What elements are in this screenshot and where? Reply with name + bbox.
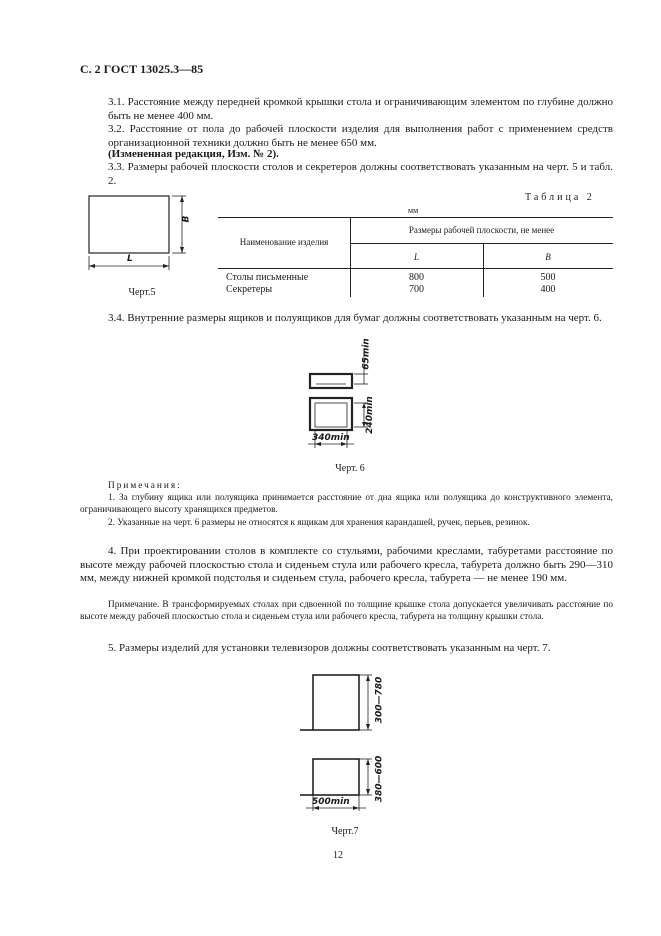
- figure-6-dim-65: 65min: [361, 338, 372, 370]
- table-row-l: 800: [409, 272, 424, 283]
- table-2-header-l: L: [413, 252, 419, 262]
- table-row-l: 700: [409, 284, 424, 295]
- figure-5-drawing: [80, 188, 200, 278]
- paragraph-3-4: 3.4. Внутренние размеры ящиков и полуящиков для бумаг должны соответствовать указанным на черт. 6.: [108, 312, 602, 324]
- table-2-header-group: Размеры рабочей плоскости, не менее: [408, 225, 555, 235]
- figure-7-dim-top: 300—780: [374, 676, 385, 724]
- notes-title: Примечания:: [108, 481, 182, 491]
- figure-7-dim-bottom: 380—600: [374, 755, 385, 803]
- figure-6-caption: Черт. 6: [335, 463, 365, 474]
- amendment-note: (Измененная редакция, Изм. № 2).: [108, 148, 279, 160]
- figure-7-dim-width: 500min: [312, 797, 350, 807]
- figure-5-dim-l: L: [127, 254, 133, 264]
- table-2-unit: мм: [408, 206, 419, 215]
- table-2-header-b: B: [545, 252, 551, 262]
- table-row-name: Секретеры: [226, 284, 273, 295]
- note-2: 2. Указанные на черт. 6 размеры не относятся к ящикам для хранения карандашей, ручек, перьев, резинок.: [108, 518, 530, 528]
- table-row-b: 400: [540, 284, 556, 295]
- figure-5-caption: Черт.5: [128, 287, 156, 298]
- page-number: 12: [333, 850, 343, 861]
- table-row-b: 500: [540, 272, 556, 283]
- paragraph-3-3: 3.3. Размеры рабочей плоскости столов и секретеров должны соответствовать указанным на черт. 5 и табл. 2.: [108, 161, 613, 187]
- figure-6-dim-240: 240min: [364, 396, 375, 434]
- figure-5-dim-b: B: [181, 215, 192, 223]
- paragraph-3-1: 3.1. Расстояние между передней кромкой крышки стола и ограничивающим элементом по глубине должно быть не менее 400 мм.: [108, 96, 613, 122]
- paragraph-4: 4. При проектировании столов в комплекте со стульями, рабочими креслами, табуретами расстояние по высоте между рабочей плоскостью стола и сиденьем стула или рабочего кресла, табурета должно быть 290—310 мм, между нижней кромкой подстолья и сиденьем стула, рабочего кресла, табурета — не менее 190 мм.: [80, 545, 613, 584]
- figure-7-caption: Черт.7: [331, 826, 359, 837]
- paragraph-5: 5. Размеры изделий для установки телевизоров должны соответствовать указанным на черт. 7.: [108, 642, 551, 654]
- note-paragraph-4: Примечание. В трансформируемых столах при сдвоенной по толщине крышке стола допускается увеличивать расстояние по высоте между рабочей плоскостью стола и сиденьем стула или рабочего кресла, табурета на толщину крышки стола.: [80, 600, 613, 622]
- table-2-title: Таблица 2: [525, 192, 595, 203]
- page-header: С. 2 ГОСТ 13025.3—85: [80, 62, 204, 76]
- figure-6-dim-340: 340min: [312, 433, 350, 443]
- paragraph-3-2: 3.2. Расстояние от пола до рабочей плоскости изделия для выполнения работ с применением средств организационной техники должно быть не менее 650 мм.: [108, 123, 613, 149]
- table-row-name: Столы письменные: [226, 272, 309, 283]
- note-1: 1. За глубину ящика или полуящика принимается расстояние от дна ящика или полуящика до конструктивного элемента, ограничивающего высоту хранящихся предметов.: [80, 493, 613, 515]
- table-2-header-name: Наименование изделия: [239, 237, 329, 247]
